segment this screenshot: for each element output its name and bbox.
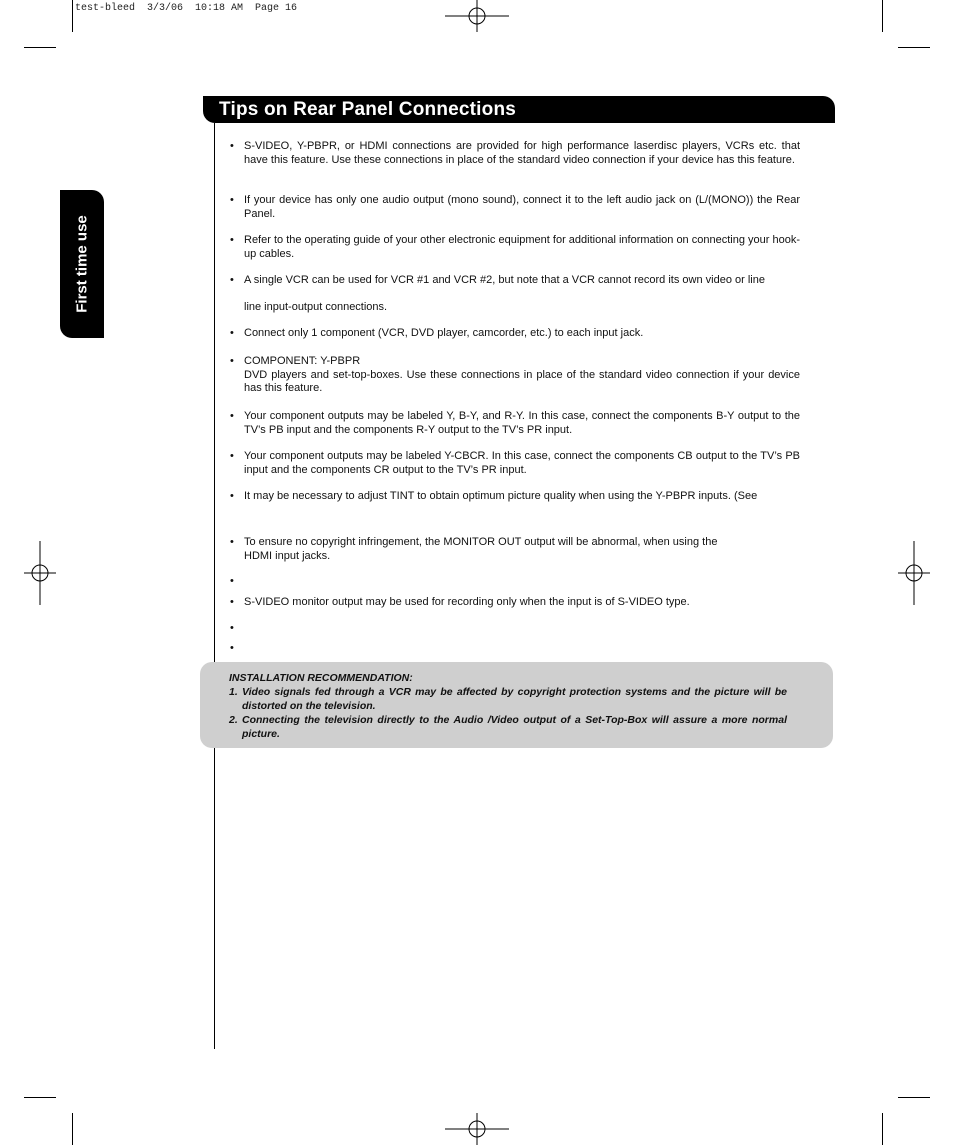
installation-item bbox=[229, 714, 787, 741]
tip-text: Connect only 1 component (VCR, DVD player, camcorder, etc.) to each input jack. bbox=[244, 327, 644, 339]
bullet-dot: • bbox=[230, 536, 234, 548]
bullet-dot: • bbox=[230, 596, 234, 608]
tip-item bbox=[230, 234, 800, 261]
page-title: Tips on Rear Panel Connections bbox=[219, 99, 517, 120]
crop-mark-bottom-right-v bbox=[882, 1113, 883, 1145]
registration-mark-top bbox=[445, 0, 509, 32]
crop-mark-top-left-v bbox=[72, 0, 73, 32]
installation-item-text: Connecting the television directly to the Audio /Video output of a Set-Top-Box will assure a more normal picture. bbox=[242, 714, 787, 740]
bullet-dot: • bbox=[230, 410, 234, 422]
bullet-dot: • bbox=[230, 355, 234, 367]
installation-recommendation-box bbox=[200, 662, 833, 748]
tip-text: A single VCR can be used for VCR #1 and VCR #2, but note that a VCR cannot record its own video or line bbox=[244, 274, 765, 286]
tip-item bbox=[230, 327, 800, 341]
bullet-dot: • bbox=[230, 194, 234, 206]
registration-mark-bottom bbox=[445, 1113, 509, 1145]
registration-mark-left bbox=[24, 541, 56, 605]
tip-item bbox=[230, 596, 800, 610]
tip-text: line input-output connections. bbox=[244, 300, 388, 313]
tip-item bbox=[230, 140, 800, 167]
bullet-dot: • bbox=[230, 234, 234, 246]
crop-mark-top-right-h bbox=[898, 47, 930, 48]
tip-item bbox=[230, 274, 800, 314]
tip-text: If your device has only one audio output (mono sound), connect it to the left audio jack on (L/(MONO)) the Rear Panel. bbox=[244, 194, 800, 220]
crop-mark-bottom-right-h bbox=[898, 1097, 930, 1098]
bullet-dot: • bbox=[230, 140, 234, 152]
margin-rule bbox=[214, 123, 215, 1049]
tip-text: It may be necessary to adjust TINT to obtain optimum picture quality when using the Y-PBPR inputs. (See bbox=[244, 490, 758, 502]
tip-item bbox=[230, 410, 800, 437]
print-slug: test-bleed 3/3/06 10:18 AM Page 16 bbox=[75, 3, 298, 14]
bullet-dot: • bbox=[230, 274, 234, 286]
tip-item bbox=[230, 536, 800, 563]
bullet-dot: • bbox=[230, 642, 234, 654]
tip-text: HDMI input jacks. bbox=[244, 549, 331, 562]
tip-item bbox=[230, 450, 800, 477]
tip-text: S-VIDEO, Y-PBPR, or HDMI connections are provided for high performance laserdisc players, VCRs etc. that have this feature. Use these connections in place of the standard video connection if your device has this feature. bbox=[244, 140, 800, 166]
tip-text: Refer to the operating guide of your other electronic equipment for additional information on connecting your hook-up cables. bbox=[244, 234, 800, 260]
crop-mark-top-right-v bbox=[882, 0, 883, 32]
crop-mark-bottom-left-v bbox=[72, 1113, 73, 1145]
tip-text: Your component outputs may be labeled Y, B-Y, and R-Y. In this case, connect the components B-Y output to the TV’s PB input and the components R-Y output to the TV’s PR input. bbox=[244, 410, 800, 436]
crop-mark-bottom-left-h bbox=[24, 1097, 56, 1098]
tip-text: To ensure no copyright infringement, the MONITOR OUT output will be abnormal, when using the bbox=[244, 536, 718, 548]
tip-item bbox=[230, 194, 800, 221]
bullet-dot: • bbox=[230, 490, 234, 502]
bullet-dot: • bbox=[230, 622, 234, 634]
tip-item bbox=[230, 490, 800, 504]
section-side-tab-label: First time use bbox=[73, 215, 91, 313]
registration-mark-right bbox=[898, 541, 930, 605]
installation-item-number: 1. bbox=[229, 686, 238, 698]
section-side-tab bbox=[60, 190, 104, 338]
bullet-dot: • bbox=[230, 327, 234, 339]
tip-text-blank bbox=[244, 288, 800, 301]
tip-text: DVD players and set-top-boxes. Use these connections in place of the standard video connection if your device has this feature. bbox=[244, 368, 800, 394]
crop-mark-top-left-h bbox=[24, 47, 56, 48]
tip-text: Your component outputs may be labeled Y-CBCR. In this case, connect the components CB output to the TV’s PB input and the components CR output to the TV’s PR input. bbox=[244, 450, 800, 476]
bullet-dot: • bbox=[230, 575, 234, 587]
page-title-bar bbox=[203, 96, 835, 123]
installation-item-number: 2. bbox=[229, 714, 238, 726]
installation-item-text: Video signals fed through a VCR may be affected by copyright protection systems and the picture will be distorted on the television. bbox=[242, 686, 787, 712]
tip-text: S-VIDEO monitor output may be used for recording only when the input is of S-VIDEO type. bbox=[244, 596, 690, 608]
installation-heading: INSTALLATION RECOMMENDATION: bbox=[229, 672, 413, 684]
tip-text: COMPONENT: Y-PBPR bbox=[244, 355, 361, 367]
installation-item bbox=[229, 686, 787, 713]
tip-item bbox=[230, 355, 800, 396]
bullet-dot: • bbox=[230, 450, 234, 462]
